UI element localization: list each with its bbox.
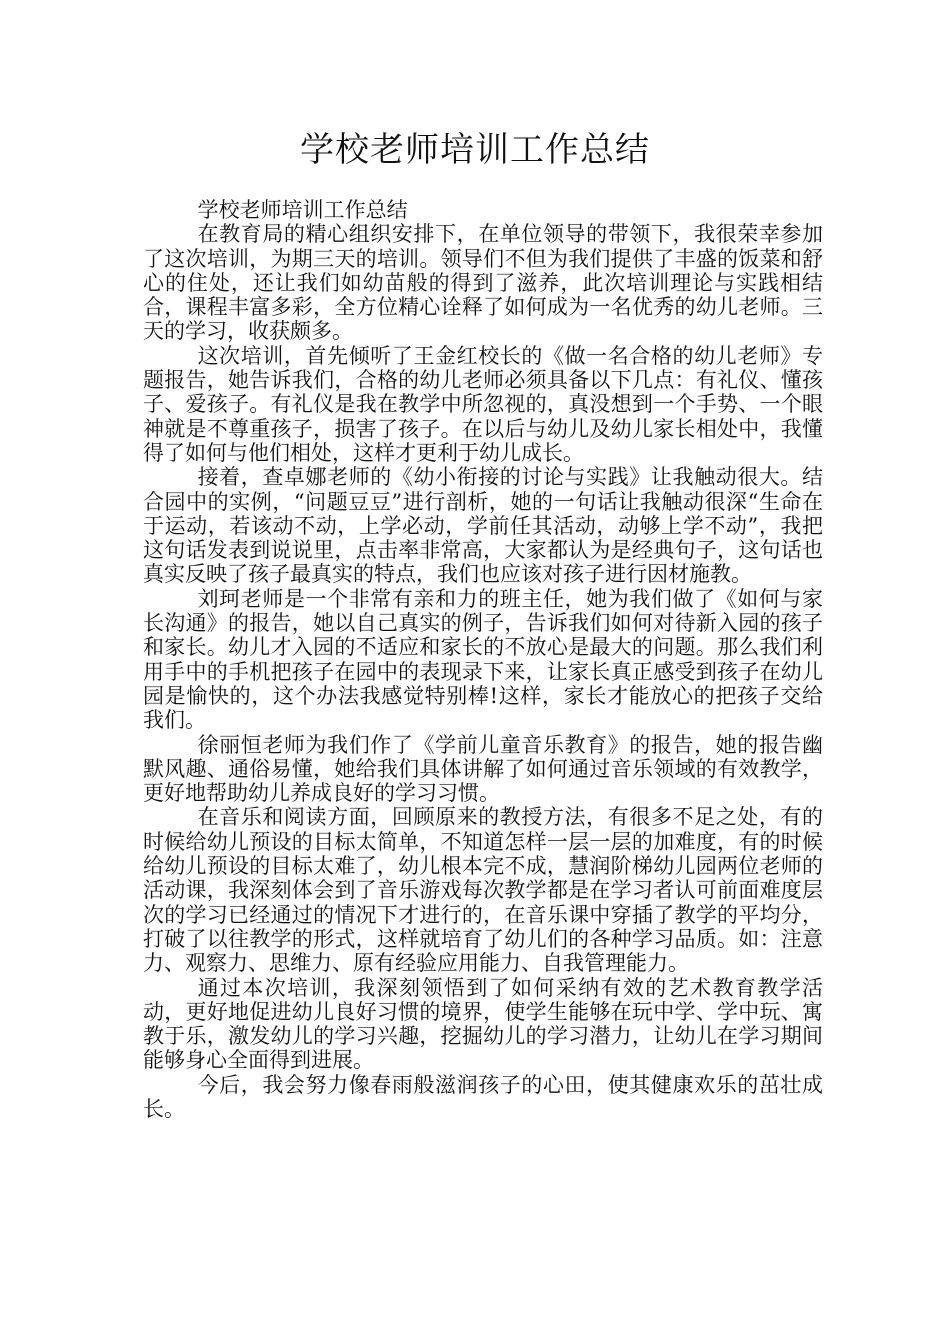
paragraph-xu-report: 徐丽恒老师为我们作了《学前儿童音乐教育》的报告，她的报告幽默风趣、通俗易懂，她给我们具体讲解了如何通过音乐领域的有效教学，更好地帮助幼儿养成良好的学习习惯。 xyxy=(143,732,823,806)
paragraph-future: 今后，我会努力像春雨般滋润孩子的心田，使其健康欢乐的茁壮成长。 xyxy=(143,1072,823,1121)
paragraph-music-reading: 在音乐和阅读方面，回顾原来的教授方法，有很多不足之处，有的时候给幼儿预设的目标太简单，不知道怎样一层一层的加难度，有的时候给幼儿预设的目标太难了，幼儿根本完不成，慧润阶梯幼儿园两位老师的活动课，我深刻体会到了音乐游戏每次教学都是在学习者认可前面难度层次的学习已经通过的情况下才进行的，在音乐课中穿插了教学的平均分，打破了以往教学的形式，这样就培育了幼儿们的各种学习品质。如：注意力、观察力、思维力、原有经验应用能力、自我管理能力。 xyxy=(143,805,823,976)
document-title: 学校老师培训工作总结 xyxy=(300,130,650,170)
paragraph-intro: 在教育局的精心组织安排下，在单位领导的带领下，我很荣幸参加了这次培训，为期三天的培训。领导们不但为我们提供了丰盛的饭菜和舒心的住处，还让我们如幼苗般的得到了滋养，此次培训理论与实践相结合，课程丰富多彩，全方位精心诠释了如何成为一名优秀的幼儿老师。三天的学习，收获颇多。 xyxy=(143,222,823,344)
paragraph-wang-report: 这次培训，首先倾听了王金红校长的《做一名合格的幼儿老师》专题报告，她告诉我们，合格的幼儿老师必须具备以下几点：有礼仪、懂孩子、爱孩子。有礼仪是我在教学中所忽视的，真没想到一个手势、一个眼神就是不尊重孩子，损害了孩子。在以后与幼儿及幼儿家长相处中，我懂得了如何与他们相处，这样才更利于幼儿成长。 xyxy=(143,343,823,465)
paragraph-conclusion: 通过本次培训，我深刻领悟到了如何采纳有效的艺术教育教学活动，更好地促进幼儿良好习惯的境界，使学生能够在玩中学、学中玩、寓教于乐，激发幼儿的学习兴趣，挖掘幼儿的学习潜力，让幼儿在学习期间能够身心全面得到进展。 xyxy=(143,975,823,1073)
document-subtitle: 学校老师培训工作总结 xyxy=(197,198,408,222)
document-body xyxy=(143,198,823,1121)
paragraph-zha-report: 接着，查卓娜老师的《幼小衔接的讨论与实践》让我触动很大。结合园中的实例，“问题豆豆”进行剖析，她的一句话让我触动很深“生命在于运动，若该动不动，上学必动，学前任其活动，动够上学不动”，我把这句话发表到说说里，点击率非常高，大家都认为是经典句子，这句话也真实反映了孩子最真实的特点，我们也应该对孩子进行因材施教。 xyxy=(143,465,823,587)
paragraph-liu-report: 刘珂老师是一个非常有亲和力的班主任，她为我们做了《如何与家长沟通》的报告，她以自己真实的例子，告诉我们如何对待新入园的孩子和家长。幼儿才入园的不适应和家长的不放心是最大的问题。那么我们利用手中的手机把孩子在园中的表现录下来，让家长真正感受到孩子在幼儿园是愉快的，这个办法我感觉特别棒!这样，家长才能放心的把孩子交给我们。 xyxy=(143,586,823,733)
